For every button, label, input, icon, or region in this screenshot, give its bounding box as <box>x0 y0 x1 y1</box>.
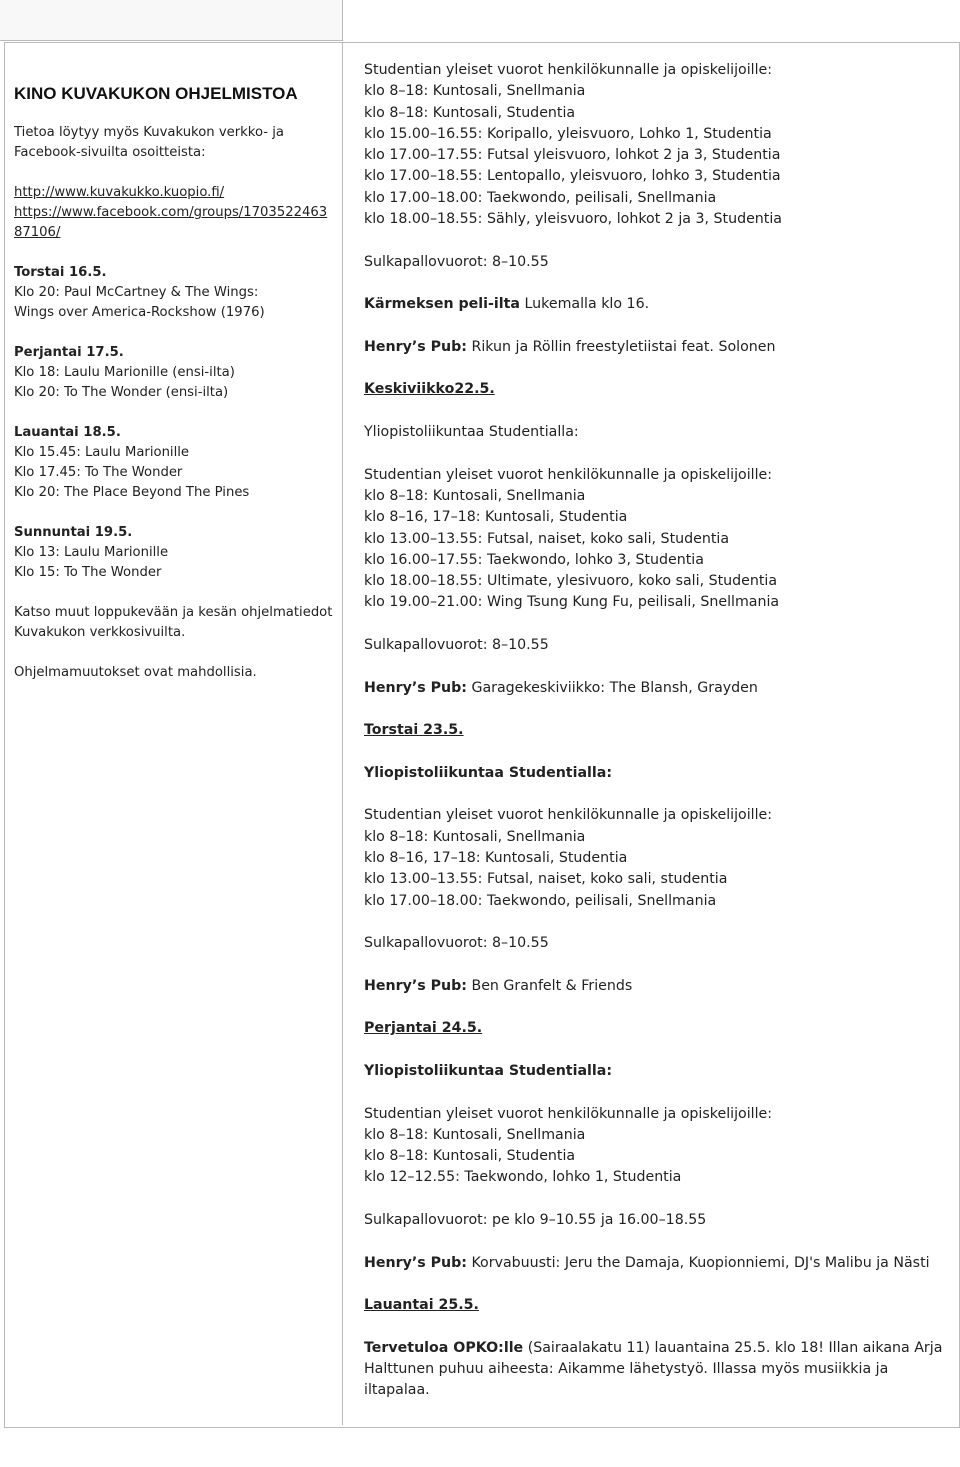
pub-name: Henry’s Pub: <box>364 679 467 696</box>
day-heading: Sunnuntai 19.5. <box>14 525 133 540</box>
schedule-line: klo 13.00–13.55: Futsal, naiset, koko sali, Studentia <box>364 530 730 547</box>
schedule-line: klo 15.00–16.55: Koripallo, yleisvuoro, Lohko 1, Studentia <box>364 125 772 142</box>
program-note: Ohjelmamuutokset ovat mahdollisia. <box>14 665 257 680</box>
cinema-title: KINO KUVAKUKON OHJELMISTOA <box>14 84 298 103</box>
schedule-line: klo 12–12.55: Taekwondo, lohko 1, Studentia <box>364 1169 682 1186</box>
schedule-line: klo 8–18: Kuntosali, Snellmania <box>364 487 586 504</box>
event-line <box>364 294 949 315</box>
show-line: Klo 17.45: To The Wonder <box>14 465 183 480</box>
sport-heading: Yliopistoliikuntaa Studentialla: <box>364 764 613 781</box>
pub-name: Henry’s Pub: <box>364 1254 467 1271</box>
show-line: Klo 15.45: Laulu Marionille <box>14 445 190 460</box>
day-heading: Keskiviikko22.5. <box>364 381 495 398</box>
pub-line <box>364 1253 949 1274</box>
day-heading: Lauantai 18.5. <box>14 425 121 440</box>
facebook-link-cont[interactable]: 87106/ <box>14 225 61 240</box>
schedule-header: Studentian yleiset vuorot henkilökunnalle ja opiskelijoille: <box>364 807 773 824</box>
badminton-line: Sulkapallovuorot: pe klo 9–10.55 ja 16.00–18.55 <box>364 1212 707 1229</box>
pub-line <box>364 337 949 358</box>
schedule-line: klo 8–16, 17–18: Kuntosali, Studentia <box>364 509 628 526</box>
day-heading: Perjantai 24.5. <box>364 1020 483 1037</box>
day-heading: Perjantai 17.5. <box>14 345 124 360</box>
schedule-line: klo 16.00–17.55: Taekwondo, lohko 3, Studentia <box>364 551 704 568</box>
badminton-line: Sulkapallovuorot: 8–10.55 <box>364 935 549 952</box>
sport-heading: Yliopistoliikuntaa Studentialla: <box>364 424 579 441</box>
schedule-line: klo 17.00–17.55: Futsal yleisvuoro, lohkot 2 ja 3, Studentia <box>364 147 781 164</box>
schedule-line: klo 8–18: Kuntosali, Snellmania <box>364 83 586 100</box>
schedule-line: klo 8–18: Kuntosali, Snellmania <box>364 828 586 845</box>
day-heading: Torstai 23.5. <box>364 722 464 739</box>
pub-line <box>364 678 949 699</box>
pub-detail: Garagekeskiviikko: The Blansh, Grayden <box>466 679 758 696</box>
footer-line: Katso muut loppukevään ja kesän ohjelmatiedot <box>14 605 333 620</box>
schedule-line: klo 8–18: Kuntosali, Studentia <box>364 1148 576 1165</box>
schedule-line: klo 8–18: Kuntosali, Studentia <box>364 104 576 121</box>
schedule-line: klo 18.00–18.55: Sähly, yleisvuoro, lohkot 2 ja 3, Studentia <box>364 211 782 228</box>
schedule-line: klo 18.00–18.55: Ultimate, ylesivuoro, koko sali, Studentia <box>364 573 778 590</box>
schedule-line: klo 13.00–13.55: Futsal, naiset, koko sali, studentia <box>364 871 728 888</box>
badminton-line: Sulkapallovuorot: 8–10.55 <box>364 637 549 654</box>
schedule-header: Studentian yleiset vuorot henkilökunnalle ja opiskelijoille: <box>364 466 773 483</box>
event-name: Tervetuloa OPKO:lle <box>364 1339 524 1356</box>
day-heading: Torstai 16.5. <box>14 265 107 280</box>
footer-line: Kuvakukon verkkosivuilta. <box>14 625 186 640</box>
schedule-line: klo 8–18: Kuntosali, Snellmania <box>364 1126 586 1143</box>
schedule-line: klo 8–16, 17–18: Kuntosali, Studentia <box>364 849 628 866</box>
badminton-line: Sulkapallovuorot: 8–10.55 <box>364 253 549 270</box>
show-line: Klo 20: Paul McCartney & The Wings: <box>14 285 259 300</box>
pub-name: Henry’s Pub: <box>364 977 467 994</box>
show-line: Klo 20: To The Wonder (ensi-ilta) <box>14 385 229 400</box>
show-line: Klo 18: Laulu Marionille (ensi-ilta) <box>14 365 235 380</box>
schedule-line: klo 17.00–18.55: Lentopallo, yleisvuoro, lohko 3, Studentia <box>364 168 781 185</box>
schedule-line: klo 17.00–18.00: Taekwondo, peilisali, Snellmania <box>364 892 717 909</box>
events-program <box>364 60 949 1402</box>
event-detail: (Sairaalakatu 11) lauantaina 25.5. klo 18! Illan aikana Arja <box>523 1339 943 1356</box>
pub-detail: Ben Granfelt & Friends <box>466 977 633 994</box>
show-line: Klo 13: Laulu Marionille <box>14 545 169 560</box>
show-line: Klo 20: The Place Beyond The Pines <box>14 485 250 500</box>
pub-detail: Rikun ja Röllin freestyletiistai feat. Solonen <box>466 338 776 355</box>
intro-line: Facebook-sivuilta osoitteista: <box>14 145 206 160</box>
intro-line: Tietoa löytyy myös Kuvakukon verkko- ja <box>14 125 284 140</box>
show-line: Klo 15: To The Wonder <box>14 565 162 580</box>
event-line <box>364 1338 949 1359</box>
schedule-line: klo 17.00–18.00: Taekwondo, peilisali, Snellmania <box>364 189 717 206</box>
schedule-header: Studentian yleiset vuorot henkilökunnalle ja opiskelijoille: <box>364 62 773 78</box>
schedule-header: Studentian yleiset vuorot henkilökunnalle ja opiskelijoille: <box>364 1105 773 1122</box>
website-link[interactable]: http://www.kuvakukko.kuopio.fi/ <box>14 185 225 200</box>
sport-heading: Yliopistoliikuntaa Studentialla: <box>364 1062 613 1079</box>
day-heading: Lauantai 25.5. <box>364 1297 479 1314</box>
facebook-link[interactable]: https://www.facebook.com/groups/1703522463 <box>14 205 328 220</box>
event-name: Kärmeksen peli-ilta <box>364 296 520 313</box>
pub-name: Henry’s Pub: <box>364 338 467 355</box>
event-detail: Lukemalla klo 16. <box>520 296 650 313</box>
schedule-line: klo 19.00–21.00: Wing Tsung Kung Fu, peilisali, Snellmania <box>364 594 780 611</box>
pub-detail: Korvabuusti: Jeru the Damaja, Kuopionniemi, DJ's Malibu ja Nästi <box>466 1254 930 1271</box>
show-line: Wings over America-Rockshow (1976) <box>14 305 265 320</box>
event-detail: Halttunen puhuu aiheesta: Aikamme lähetystyö. Illassa myös musiikkia ja <box>364 1361 889 1378</box>
event-detail: iltapalaa. <box>364 1382 430 1399</box>
pub-line <box>364 976 949 997</box>
cinema-program <box>14 84 334 683</box>
top-header-box <box>0 0 343 41</box>
